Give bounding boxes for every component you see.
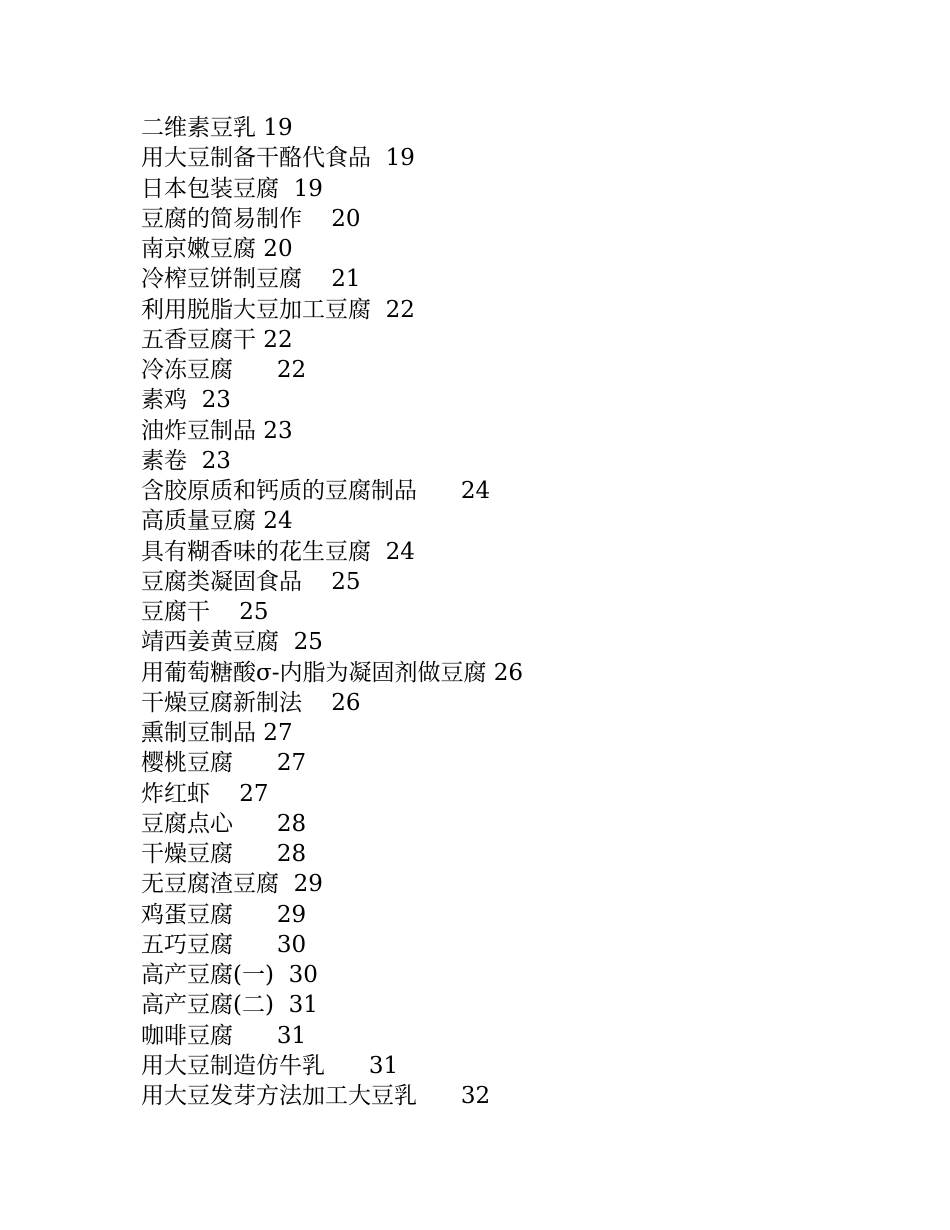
toc-entry: 油炸豆制品 23: [141, 417, 293, 444]
toc-entry: 高质量豆腐 24: [141, 508, 293, 535]
toc-entry: 咖啡豆腐 31: [141, 1022, 307, 1049]
toc-entry: 熏制豆制品 27: [141, 720, 293, 746]
toc-entry: 干燥豆腐 28: [141, 841, 307, 867]
toc-entry: 用大豆制备干酪代食品 19: [141, 145, 415, 172]
toc-entry: 靖西姜黄豆腐 25: [141, 629, 323, 656]
toc-entry: 二维素豆乳 19: [141, 115, 293, 141]
toc-entry: 南京嫩豆腐 20: [141, 236, 293, 262]
toc-entry: 利用脱脂大豆加工豆腐 22: [141, 296, 415, 323]
toc-entry: 冷冻豆腐 22: [141, 357, 307, 383]
toc-entry: 豆腐干 25: [141, 599, 269, 625]
toc-entry: 具有糊香味的花生豆腐 24: [141, 538, 415, 565]
toc-entry: 樱桃豆腐 27: [141, 750, 307, 777]
toc-entry: 用葡萄糖酸σ-内脂为凝固剂做豆腐 26: [141, 659, 524, 686]
toc-entry: 豆腐类凝固食品 25: [141, 568, 361, 595]
toc-entry: 炸红虾 27: [141, 780, 269, 807]
toc-entry: 日本包装豆腐 19: [141, 175, 323, 202]
toc-entry: 高产豆腐(一) 30: [141, 962, 318, 988]
toc-entry: 高产豆腐(二) 31: [141, 992, 318, 1019]
table-of-contents: [141, 113, 523, 1111]
toc-entry: 素卷 23: [141, 447, 231, 474]
toc-entry: 冷榨豆饼制豆腐 21: [141, 266, 361, 293]
toc-entry: 豆腐的简易制作 20: [141, 205, 361, 232]
toc-entry: 用大豆发芽方法加工大豆乳 32: [141, 1083, 491, 1109]
toc-entry: 素鸡 23: [141, 387, 231, 414]
toc-entry: 鸡蛋豆腐 29: [141, 901, 307, 928]
toc-entry: 五巧豆腐 30: [141, 931, 307, 958]
toc-entry: 无豆腐渣豆腐 29: [141, 871, 323, 898]
toc-entry: 用大豆制造仿牛乳 31: [141, 1052, 399, 1079]
toc-entry: 干燥豆腐新制法 26: [141, 689, 361, 716]
toc-entry: 五香豆腐干 22: [141, 326, 293, 353]
toc-entry: 含胶原质和钙质的豆腐制品 24: [141, 478, 491, 504]
toc-entry: 豆腐点心 28: [141, 810, 307, 837]
